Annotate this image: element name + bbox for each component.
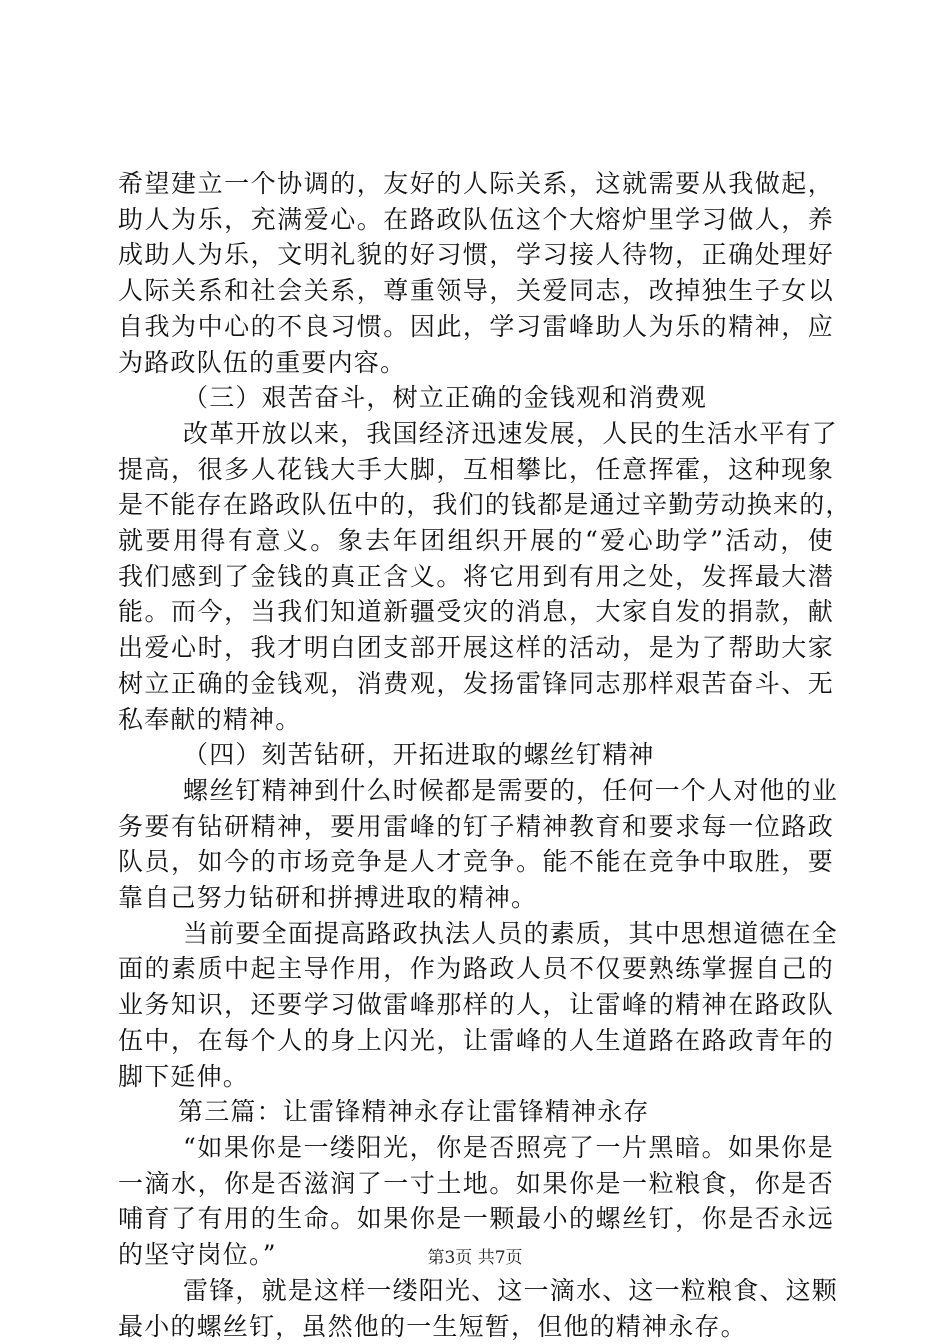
text-line: 提高，很多人花钱大手大脚，互相攀比，任意挥霍，这种现象	[118, 454, 834, 484]
text-line: 一滴水，你是否滋润了一寸土地。如果你是一粒粮食，你是否	[118, 1168, 834, 1198]
text-line: 当前要全面提高路政执法人员的素质，其中思想道德在全	[183, 918, 839, 948]
text-line: 务要有钻研精神，要用雷峰的钉子精神教育和要求每一位路政	[118, 811, 834, 841]
heading-text: （三）艰苦奋斗，树立正确的金钱观和消费观	[183, 383, 708, 413]
text-line: 是不能存在路政队伍中的，我们的钱都是通过辛勤劳动换来的，	[118, 490, 852, 520]
paragraph	[118, 916, 839, 1095]
section-heading	[118, 737, 834, 773]
text-line: 队员，如今的市场竞争是人才竞争。能不能在竞争中取胜，要	[118, 847, 834, 877]
paragraph	[118, 166, 834, 380]
text-line: 希望建立一个协调的，友好的人际关系，这就需要从我做起，	[118, 169, 834, 198]
text-line: 最小的螺丝钉，虽然他的一生短暂，但他的精神永存。	[118, 1311, 747, 1341]
text-line: 雷锋，就是这样一缕阳光、这一滴水、这一粒粮食、这颗	[183, 1275, 839, 1305]
text-line: 螺丝钉精神到什么时候都是需要的，任何一个人对他的业	[183, 775, 839, 805]
section-heading	[118, 380, 834, 416]
text-line: 脚下延伸。	[118, 1061, 250, 1091]
text-line: 为路政队伍的重要内容。	[118, 347, 407, 377]
text-line: 的坚守岗位。”	[118, 1240, 277, 1270]
text-line: 就要用得有意义。象去年团组织开展的“爱心助学”活动，使	[118, 526, 834, 556]
text-line: 出爱心时，我才明白团支部开展这样的活动，是为了帮助大家	[118, 633, 834, 663]
text-line: 我们感到了金钱的真正含义。将它用到有用之处，发挥最大潜	[118, 561, 834, 591]
text-line: 人际关系和社会关系，尊重领导，关爱同志，改掉独生子女以	[118, 276, 834, 306]
text-line: 能。而今，当我们知道新疆受灾的消息，大家自发的捐款，献	[118, 597, 834, 627]
heading-text: 第三篇：让雷锋精神永存让雷锋精神永存	[178, 1097, 650, 1127]
text-line: 自我为中心的不良习惯。因此，学习雷峰助人为乐的精神，应	[118, 311, 834, 341]
document-body	[118, 166, 852, 1344]
text-line: “如果你是一缕阳光，你是否照亮了一片黑暗。如果你是	[183, 1132, 834, 1162]
chapter-heading	[118, 1094, 834, 1130]
text-line: 伍中，在每个人的身上闪光，让雷峰的人生道路在路政青年的	[118, 1025, 834, 1055]
text-line: 改革开放以来，我国经济迅速发展，人民的生活水平有了	[183, 418, 839, 448]
text-line: 树立正确的金钱观，消费观，发扬雷锋同志那样艰苦奋斗、无	[118, 668, 834, 698]
text-line: 哺育了有用的生命。如果你是一颗最小的螺丝钉，你是否永远	[118, 1204, 834, 1234]
text-line: 成助人为乐，文明礼貌的好习惯，学习接人待物，正确处理好	[118, 240, 834, 270]
text-line: 靠自己努力钻研和拼搏进取的精神。	[118, 883, 538, 913]
text-line: 面的素质中起主导作用，作为路政人员不仅要熟练掌握自己的	[118, 954, 834, 984]
paragraph	[118, 416, 852, 737]
text-line: 私奉献的精神。	[118, 704, 302, 734]
text-line: 业务知识，还要学习做雷峰那样的人，让雷峰的精神在路政队	[118, 990, 834, 1020]
page-number: 第3页 共7页	[427, 1248, 523, 1268]
text-line: 助人为乐，充满爱心。在路政队伍这个大熔炉里学习做人，养	[118, 204, 834, 234]
paragraph	[118, 1273, 839, 1344]
heading-text: （四）刻苦钻研，开拓进取的螺丝钉精神	[183, 740, 655, 770]
paragraph	[118, 773, 839, 916]
